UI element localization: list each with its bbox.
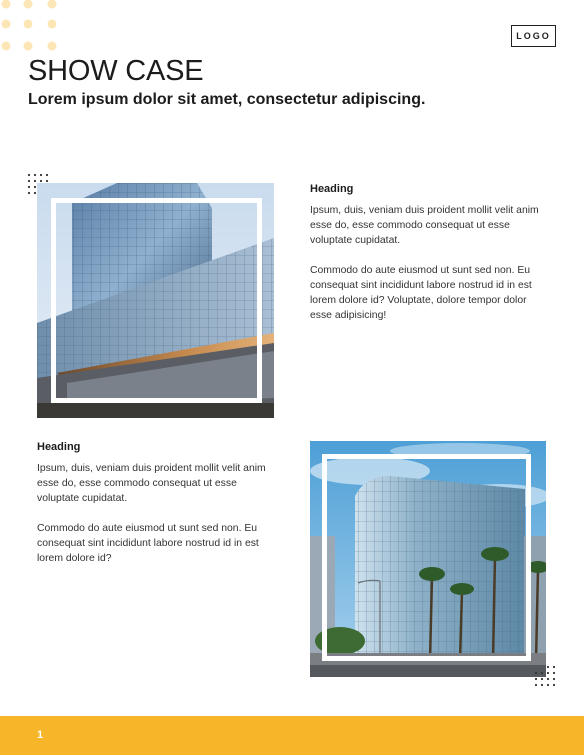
glass-office-building-photo <box>37 183 274 418</box>
page-number: 1 <box>37 729 44 741</box>
photo-frame <box>322 454 531 661</box>
curved-glass-building-with-palms-photo <box>310 441 546 677</box>
logo-text: LOGO <box>516 31 551 41</box>
section-paragraph: Commodo do aute eiusmod ut sunt sed non. Eu consequat sint incididunt labore nostrud id in est lorem dolore id? <box>37 523 259 564</box>
page-subtitle: Lorem ipsum dolor sit amet, consectetur adipiscing. <box>28 91 426 108</box>
footer-bar <box>0 716 584 755</box>
page-title: SHOW CASE <box>28 55 204 87</box>
section-heading: Heading <box>310 183 354 195</box>
photo-frame <box>51 198 262 403</box>
section-paragraph: Ipsum, duis, veniam duis proident mollit velit anim esse do, esse commodo consequat ut esse voluptate cupidatat. <box>310 205 539 246</box>
section-1-text <box>310 183 550 338</box>
decorative-dot-grid <box>534 665 556 689</box>
section-heading: Heading <box>37 441 81 453</box>
section-paragraph: Ipsum, duis, veniam duis proident mollit velit anim esse do, esse commodo consequat ut esse voluptate cupidatat. <box>37 463 266 504</box>
logo <box>511 25 556 47</box>
decorative-dot-pattern <box>0 0 70 60</box>
section-paragraph: Commodo do aute eiusmod ut sunt sed non. Eu consequat sint incididunt labore nostrud id in est lorem dolore id? Voluptate, dolore tempor dolor esse adipisicing! <box>310 265 532 321</box>
section-2-text <box>37 441 277 581</box>
